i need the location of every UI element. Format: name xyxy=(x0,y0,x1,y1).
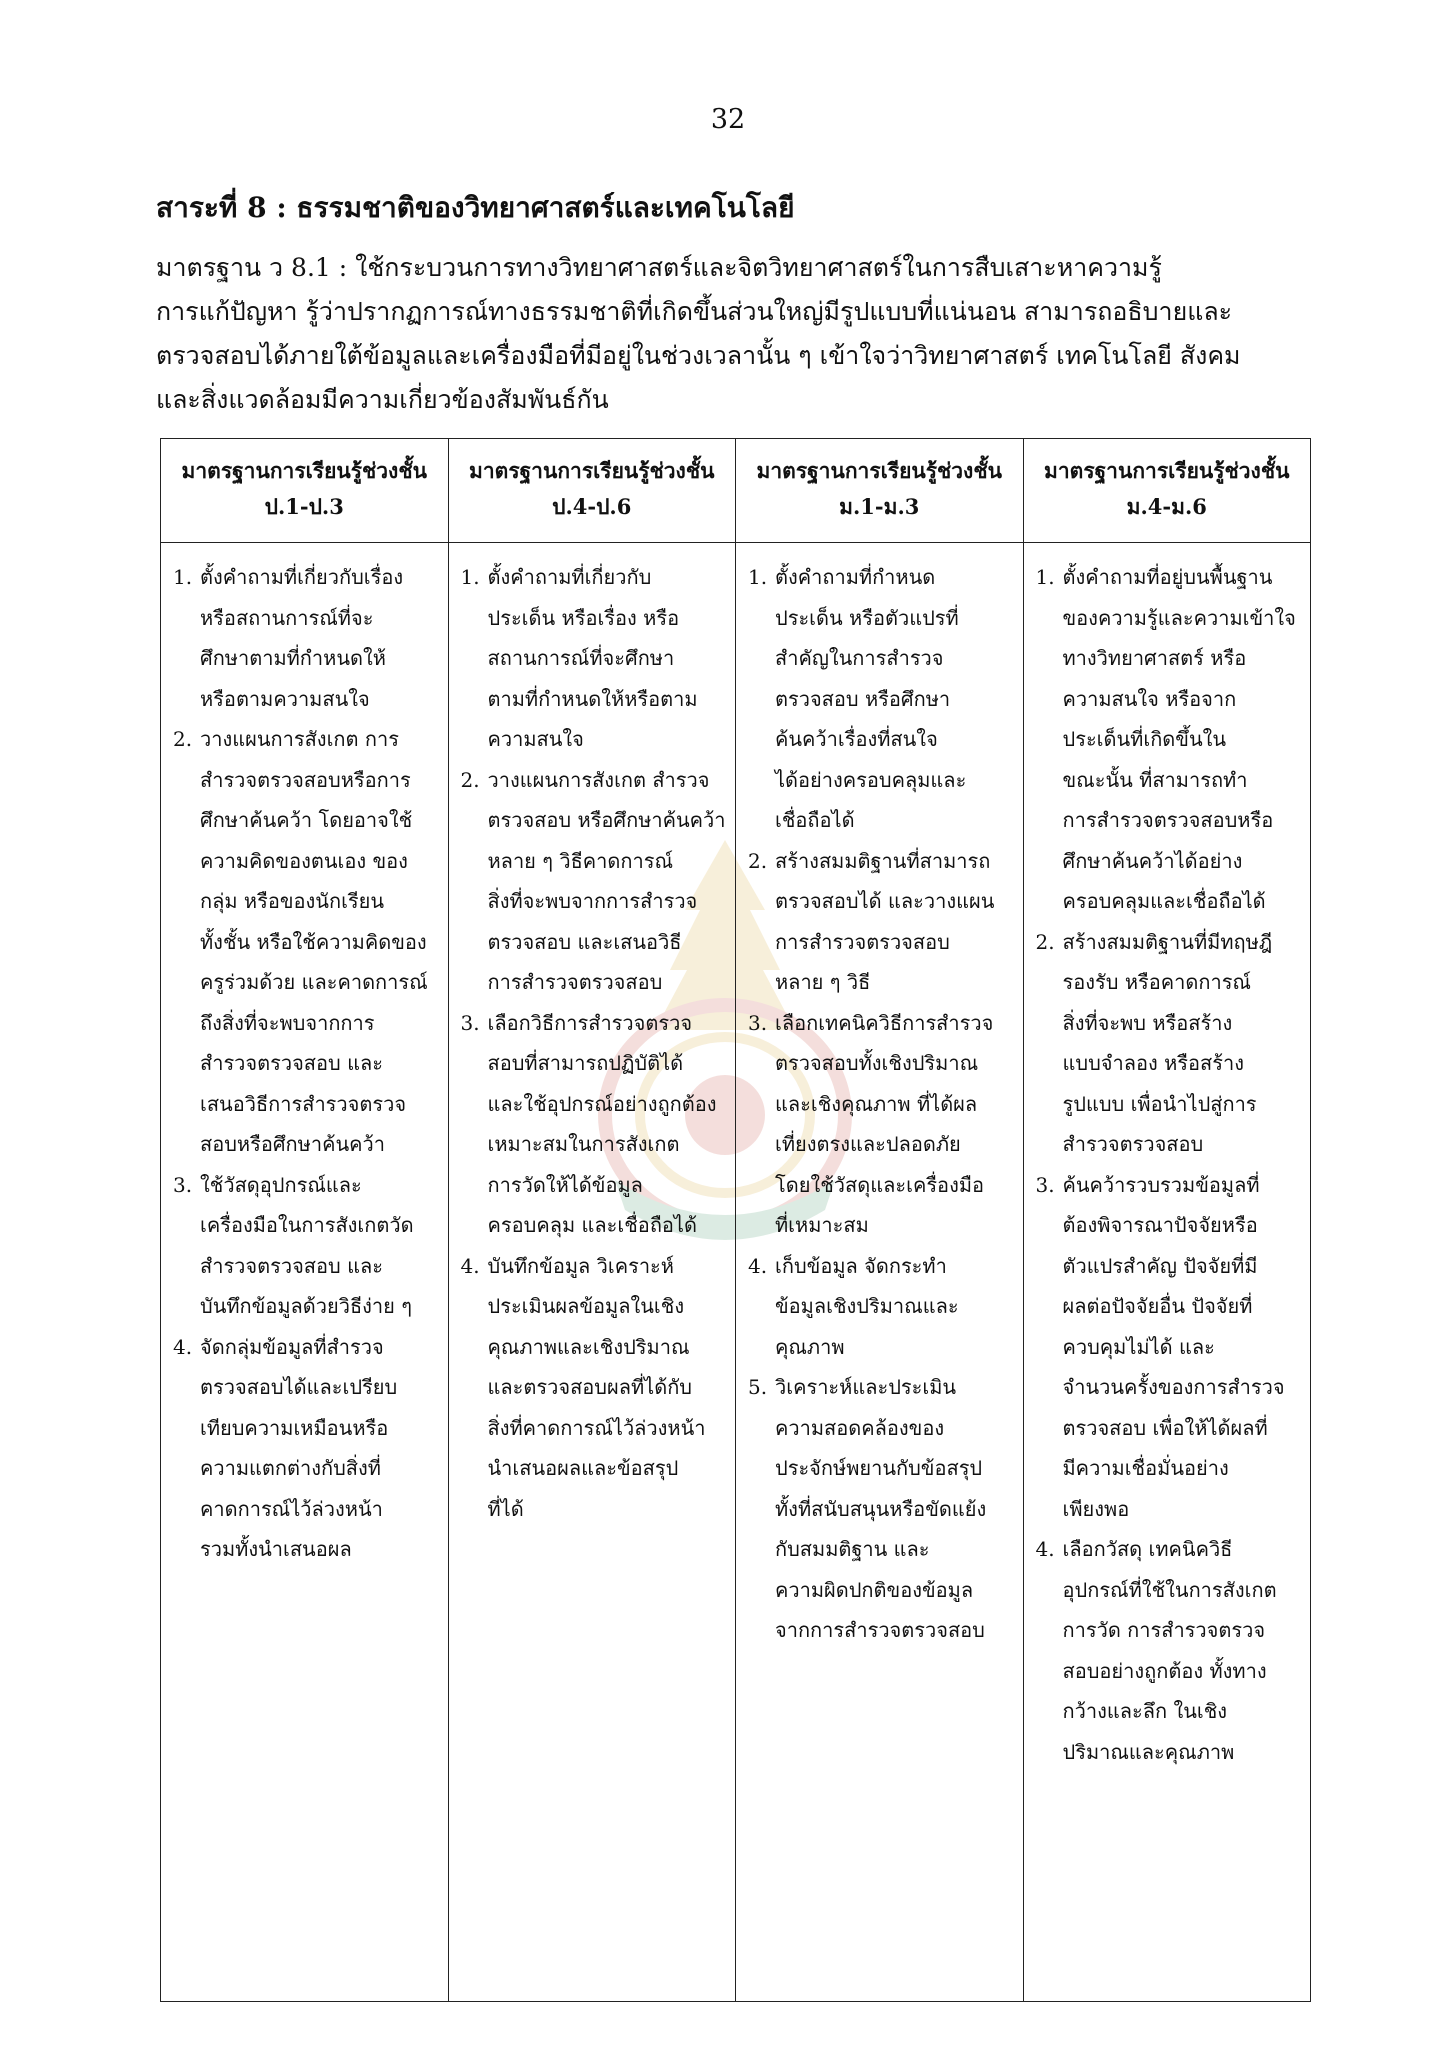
list-item-line: แบบจำลอง หรือสร้าง xyxy=(1062,1051,1245,1075)
list-item-line: ตั้งคำถามที่อยู่บนพื้นฐาน xyxy=(1062,565,1273,589)
list-item xyxy=(173,1165,440,1327)
list-item-line: ตามที่กำหนดให้หรือตาม xyxy=(487,686,698,711)
column-header xyxy=(449,439,736,543)
list-item-text xyxy=(1063,1529,1303,1772)
list-item-line: ตั้งคำถามที่เกี่ยวกับเรื่อง xyxy=(200,565,404,589)
list-item-number: 4. xyxy=(173,1334,193,1359)
page-number: 32 xyxy=(710,104,746,135)
list-item-line: ประเมินผลข้อมูลในเชิง xyxy=(487,1294,685,1318)
list-item-line: หรือตามความสนใจ xyxy=(200,686,370,711)
column-body xyxy=(449,543,736,1529)
list-item-line: ศึกษาค้นคว้า โดยอาจใช้ xyxy=(200,808,413,832)
list-item-line: ตรวจสอบทั้งเชิงปริมาณ xyxy=(775,1051,979,1075)
list-item-line: สอบที่สามารถปฏิบัติได้ xyxy=(487,1051,684,1075)
list-item-line: รองรับ หรือคาดการณ์ xyxy=(1062,970,1251,994)
list-item-line: นำเสนอผลและข้อสรุป xyxy=(487,1456,679,1480)
list-item-line: ประเด็น หรือเรื่อง หรือ xyxy=(487,605,680,630)
list-item-line: ได้อย่างครอบคลุมและ xyxy=(775,767,967,792)
list-item-line: ตรวจสอบได้และเปรียบ xyxy=(200,1375,398,1399)
list-item-text xyxy=(488,1246,728,1530)
list-item xyxy=(1036,1165,1303,1530)
list-item-line: เครื่องมือในการสังเกตวัด xyxy=(200,1213,414,1237)
list-item-text xyxy=(488,760,728,1003)
list-item-line: จัดกลุ่มข้อมูลที่สำรวจ xyxy=(200,1334,384,1359)
list-item-line: สอบอย่างถูกต้อง ทั้งทาง xyxy=(1062,1658,1267,1683)
list-item-text xyxy=(488,557,728,760)
list-item xyxy=(461,1003,728,1246)
list-item-line: เชื่อถือได้ xyxy=(775,808,855,832)
list-item-line: เทียบความเหมือนหรือ xyxy=(200,1415,389,1440)
list-item-line: ตรวจสอบได้ และวางแผน xyxy=(775,889,995,913)
list-item-line: คาดการณ์ไว้ล่วงหน้า xyxy=(200,1496,383,1521)
list-item-line: ศึกษาตามที่กำหนดให้ xyxy=(200,646,386,670)
list-item-number: 2. xyxy=(460,767,480,792)
list-item-line: ความผิดปกติของข้อมูล xyxy=(775,1577,974,1602)
list-item-line: ใช้วัสดุอุปกรณ์และ xyxy=(200,1172,362,1197)
list-item-text xyxy=(775,557,1015,841)
list-item-text xyxy=(200,1165,440,1327)
list-item-line: ความคิดของตนเอง ของ xyxy=(200,848,408,873)
list-item-line: สร้างสมมติฐานที่สามารถ xyxy=(775,848,991,873)
column-header xyxy=(161,439,448,543)
list-item-line: เลือกวัสดุ เทคนิควิธี xyxy=(1062,1537,1233,1561)
list-item-text xyxy=(775,841,1015,1003)
list-item-line: ความสนใจ xyxy=(487,727,584,751)
list-item-line: สถานการณ์ที่จะศึกษา xyxy=(487,646,675,670)
list-item-text xyxy=(200,1327,440,1570)
list-item-line: ทั้งชั้น หรือใช้ความคิดของ xyxy=(200,929,427,954)
list-item-line: ต้องพิจารณาปัจจัยหรือ xyxy=(1062,1213,1258,1237)
list-item-line: การสำรวจตรวจสอบ xyxy=(487,970,663,994)
column-header-line: ป.4-ป.6 xyxy=(552,494,632,519)
list-item-line: เหมาะสมในการสังเกต xyxy=(487,1132,680,1156)
list-item-line: เลือกวิธีการสำรวจตรวจ xyxy=(487,1010,693,1035)
list-item-line: เลือกเทคนิควิธีการสำรวจ xyxy=(775,1010,994,1035)
list-item xyxy=(748,1246,1015,1368)
list-item-line: วิเคราะห์และประเมิน xyxy=(775,1375,957,1399)
list-item-text xyxy=(775,1003,1015,1246)
list-item-line: จากการสำรวจตรวจสอบ xyxy=(775,1618,985,1642)
list-item-line: สำรวจตรวจสอบ xyxy=(1062,1132,1204,1156)
list-item-line: คุณภาพและเชิงปริมาณ xyxy=(487,1334,690,1359)
list-item-line: ค้นคว้ารวบรวมข้อมูลที่ xyxy=(1062,1172,1260,1197)
list-item-line: และเชิงคุณภาพ ที่ได้ผล xyxy=(775,1091,978,1116)
list-item-line: ตรวจสอบ หรือศึกษาค้นคว้า xyxy=(487,808,726,832)
list-item-number: 4. xyxy=(1035,1537,1055,1561)
list-item-line: ถึงสิ่งที่จะพบจากการ xyxy=(200,1010,375,1035)
list-item-line: สำคัญในการสำรวจ xyxy=(775,646,944,670)
list-item xyxy=(748,841,1015,1003)
list-item-line: ทางวิทยาศาสตร์ หรือ xyxy=(1062,646,1247,670)
list-item-number: 2. xyxy=(1035,929,1055,954)
list-item-number: 2. xyxy=(748,848,768,873)
list-item-line: ข้อมูลเชิงปริมาณและ xyxy=(775,1294,959,1318)
list-item-line: กับสมมติฐาน และ xyxy=(775,1537,930,1561)
list-item-line: เพียงพอ xyxy=(1062,1496,1130,1521)
list-item-line: ทั้งที่สนับสนุนหรือขัดแย้ง xyxy=(775,1496,987,1521)
standard-description xyxy=(156,246,1314,422)
list-item-line: ครอบคลุมและเชื่อถือได้ xyxy=(1062,889,1266,913)
standard-line: ตรวจสอบได้ภายใต้ข้อมูลและเครื่องมือที่มีอยู่ในช่วงเวลานั้น ๆ เข้าใจว่าวิทยาศาสตร์ เทคโนโลยี สังคม xyxy=(156,341,1241,370)
list-item xyxy=(173,557,440,719)
list-item-line: สอบหรือศึกษาค้นคว้า xyxy=(200,1132,385,1156)
list-item-number: 3. xyxy=(748,1010,768,1035)
column-header-line: มาตรฐานการเรียนรู้ช่วงชั้น xyxy=(181,458,427,483)
list-item xyxy=(748,1003,1015,1246)
list-item-line: สร้างสมมติฐานที่มีทฤษฎี xyxy=(1062,929,1273,954)
list-item xyxy=(1036,1529,1303,1772)
list-item-number: 1. xyxy=(748,565,768,589)
standards-table xyxy=(160,438,1311,2002)
list-item-line: หลาย ๆ วิธี xyxy=(775,970,871,994)
list-item xyxy=(461,760,728,1003)
list-item-line: สิ่งที่จะพบจากการสำรวจ xyxy=(487,889,698,913)
list-item-line: โดยใช้วัสดุและเครื่องมือ xyxy=(775,1172,985,1197)
list-item-line: ครอบคลุม และเชื่อถือได้ xyxy=(487,1213,697,1237)
list-item-number: 1. xyxy=(1035,565,1055,589)
list-item-line: สิ่งที่จะพบ หรือสร้าง xyxy=(1062,1010,1233,1035)
list-item-line: ตรวจสอบ และเสนอวิธี xyxy=(487,929,682,954)
list-item-line: สิ่งที่คาดการณ์ไว้ล่วงหน้า xyxy=(487,1415,706,1440)
list-item-line: ผลต่อปัจจัยอื่น ปัจจัยที่ xyxy=(1062,1294,1253,1318)
list-item-line: ความสนใจ หรือจาก xyxy=(1062,686,1237,711)
list-item-line: ประเด็น หรือตัวแปรที่ xyxy=(775,605,959,630)
list-item-line: คุณภาพ xyxy=(775,1334,845,1359)
list-item-number: 2. xyxy=(173,727,193,751)
list-item-line: การสำรวจตรวจสอบหรือ xyxy=(1062,808,1274,832)
list-item-line: จำนวนครั้งของการสำรวจ xyxy=(1062,1375,1285,1399)
column-body xyxy=(161,543,448,1570)
list-item-text xyxy=(1063,1165,1303,1530)
column-body xyxy=(1024,543,1311,1772)
list-item-line: ค้นคว้าเรื่องที่สนใจ xyxy=(775,727,938,751)
list-item-line: สำรวจตรวจสอบหรือการ xyxy=(200,767,411,792)
list-item-line: ตั้งคำถามที่เกี่ยวกับ xyxy=(487,565,652,589)
list-item xyxy=(748,1367,1015,1651)
list-item-number: 1. xyxy=(460,565,480,589)
column-header xyxy=(1024,439,1311,543)
list-item xyxy=(461,1246,728,1530)
column-header-line: มาตรฐานการเรียนรู้ช่วงชั้น xyxy=(756,458,1002,483)
list-item-line: วางแผนการสังเกต การ xyxy=(200,727,399,751)
list-item-line: สำรวจตรวจสอบ และ xyxy=(200,1051,383,1075)
list-item-line: ศึกษาค้นคว้าได้อย่าง xyxy=(1062,848,1243,873)
list-item-line: เที่ยงตรงและปลอดภัย xyxy=(775,1132,961,1156)
column-header-line: ป.1-ป.3 xyxy=(264,494,344,519)
list-item-line: ตรวจสอบ เพื่อให้ได้ผลที่ xyxy=(1062,1415,1268,1440)
list-item-number: 3. xyxy=(1035,1172,1055,1197)
list-item-line: ควบคุมไม่ได้ และ xyxy=(1062,1334,1215,1359)
table-column xyxy=(1023,439,1311,2001)
list-item-line: ที่ได้ xyxy=(487,1496,524,1521)
column-header-line: มาตรฐานการเรียนรู้ช่วงชั้น xyxy=(1044,458,1290,483)
list-item-line: หรือสถานการณ์ที่จะ xyxy=(200,605,374,630)
list-item-text xyxy=(488,1003,728,1246)
list-item-line: ครูร่วมด้วย และคาดการณ์ xyxy=(200,970,428,994)
list-item-line: เก็บข้อมูล จัดกระทำ xyxy=(775,1253,947,1278)
column-header-line: ม.1-ม.3 xyxy=(839,494,920,519)
list-item-number: 4. xyxy=(460,1253,480,1278)
list-item-line: กลุ่ม หรือของนักเรียน xyxy=(200,889,385,913)
table-column xyxy=(448,439,736,2001)
list-item-line: ตัวแปรสำคัญ ปัจจัยที่มี xyxy=(1062,1253,1258,1278)
list-item-number: 3. xyxy=(460,1010,480,1035)
column-header-line: ม.4-ม.6 xyxy=(1126,494,1207,519)
list-item-line: และใช้อุปกรณ์อย่างถูกต้อง xyxy=(487,1091,717,1116)
list-item-line: ความแตกต่างกับสิ่งที่ xyxy=(200,1456,381,1480)
list-item-number: 5. xyxy=(748,1375,768,1399)
column-header-line: มาตรฐานการเรียนรู้ช่วงชั้น xyxy=(469,458,715,483)
column-body xyxy=(736,543,1023,1651)
list-item-line: รูปแบบ เพื่อนำไปสู่การ xyxy=(1062,1091,1257,1116)
section-title: สาระที่ 8 : ธรรมชาติของวิทยาศาสตร์และเทคโนโลยี xyxy=(156,191,795,224)
list-item-line: ประจักษ์พยานกับข้อสรุป xyxy=(775,1456,983,1480)
list-item-text xyxy=(775,1246,1015,1368)
table-column xyxy=(161,439,448,2001)
list-item-line: และตรวจสอบผลที่ได้กับ xyxy=(487,1375,692,1399)
list-item-line: ตั้งคำถามที่กำหนด xyxy=(775,565,936,589)
list-item-line: ที่เหมาะสม xyxy=(775,1213,869,1237)
list-item-text xyxy=(200,719,440,1165)
standard-line: การแก้ปัญหา รู้ว่าปรากฏการณ์ทางธรรมชาติที่เกิดขึ้นส่วนใหญ่มีรูปแบบที่แน่นอน สามารถอธิบายและ xyxy=(156,297,1233,326)
list-item-line: ของความรู้และความเข้าใจ xyxy=(1062,605,1296,630)
list-item-line: บันทึกข้อมูลด้วยวิธีง่าย ๆ xyxy=(200,1294,412,1318)
list-item-line: การวัด การสำรวจตรวจ xyxy=(1062,1618,1266,1642)
list-item xyxy=(1036,922,1303,1165)
list-item xyxy=(748,557,1015,841)
list-item-line: อุปกรณ์ที่ใช้ในการสังเกต xyxy=(1062,1577,1277,1602)
list-item-line: การสำรวจตรวจสอบ xyxy=(775,929,950,954)
list-item-line: ปริมาณและคุณภาพ xyxy=(1062,1739,1235,1764)
list-item-line: วางแผนการสังเกต สำรวจ xyxy=(487,767,710,792)
list-item-line: สำรวจตรวจสอบ และ xyxy=(200,1253,383,1278)
standard-line: และสิ่งแวดล้อมมีความเกี่ยวข้องสัมพันธ์กัน xyxy=(156,385,609,414)
list-item-number: 1. xyxy=(173,565,193,589)
list-item-line: ขณะนั้น ที่สามารถทำ xyxy=(1062,767,1248,792)
list-item-line: กว้างและลึก ในเชิง xyxy=(1062,1699,1228,1723)
list-item-line: บันทึกข้อมูล วิเคราะห์ xyxy=(487,1253,674,1278)
list-item-line: มีความเชื่อมั่นอย่าง xyxy=(1062,1456,1229,1480)
list-item-line: หลาย ๆ วิธีคาดการณ์ xyxy=(487,848,674,873)
list-item-text xyxy=(1063,922,1303,1165)
standard-line: มาตรฐาน ว 8.1 : ใช้กระบวนการทางวิทยาศาสตร์และจิตวิทยาศาสตร์ในการสืบเสาะหาความรู้ xyxy=(156,253,1162,282)
list-item-line: การวัดให้ได้ข้อมูล xyxy=(487,1172,643,1197)
table-column xyxy=(735,439,1023,2001)
list-item-number: 4. xyxy=(748,1253,768,1278)
list-item-line: ประเด็นที่เกิดขึ้นใน xyxy=(1062,727,1227,751)
list-item-number: 3. xyxy=(173,1172,193,1197)
list-item xyxy=(461,557,728,760)
column-header xyxy=(736,439,1023,543)
list-item-line: ตรวจสอบ หรือศึกษา xyxy=(775,686,951,711)
list-item xyxy=(173,719,440,1165)
list-item-line: เสนอวิธีการสำรวจตรวจ xyxy=(200,1091,407,1116)
list-item-line: ความสอดคล้องของ xyxy=(775,1415,945,1440)
list-item-text xyxy=(1063,557,1303,922)
list-item-text xyxy=(775,1367,1015,1651)
list-item xyxy=(1036,557,1303,922)
list-item-text xyxy=(200,557,440,719)
list-item xyxy=(173,1327,440,1570)
list-item-line: รวมทั้งนำเสนอผล xyxy=(200,1537,352,1561)
